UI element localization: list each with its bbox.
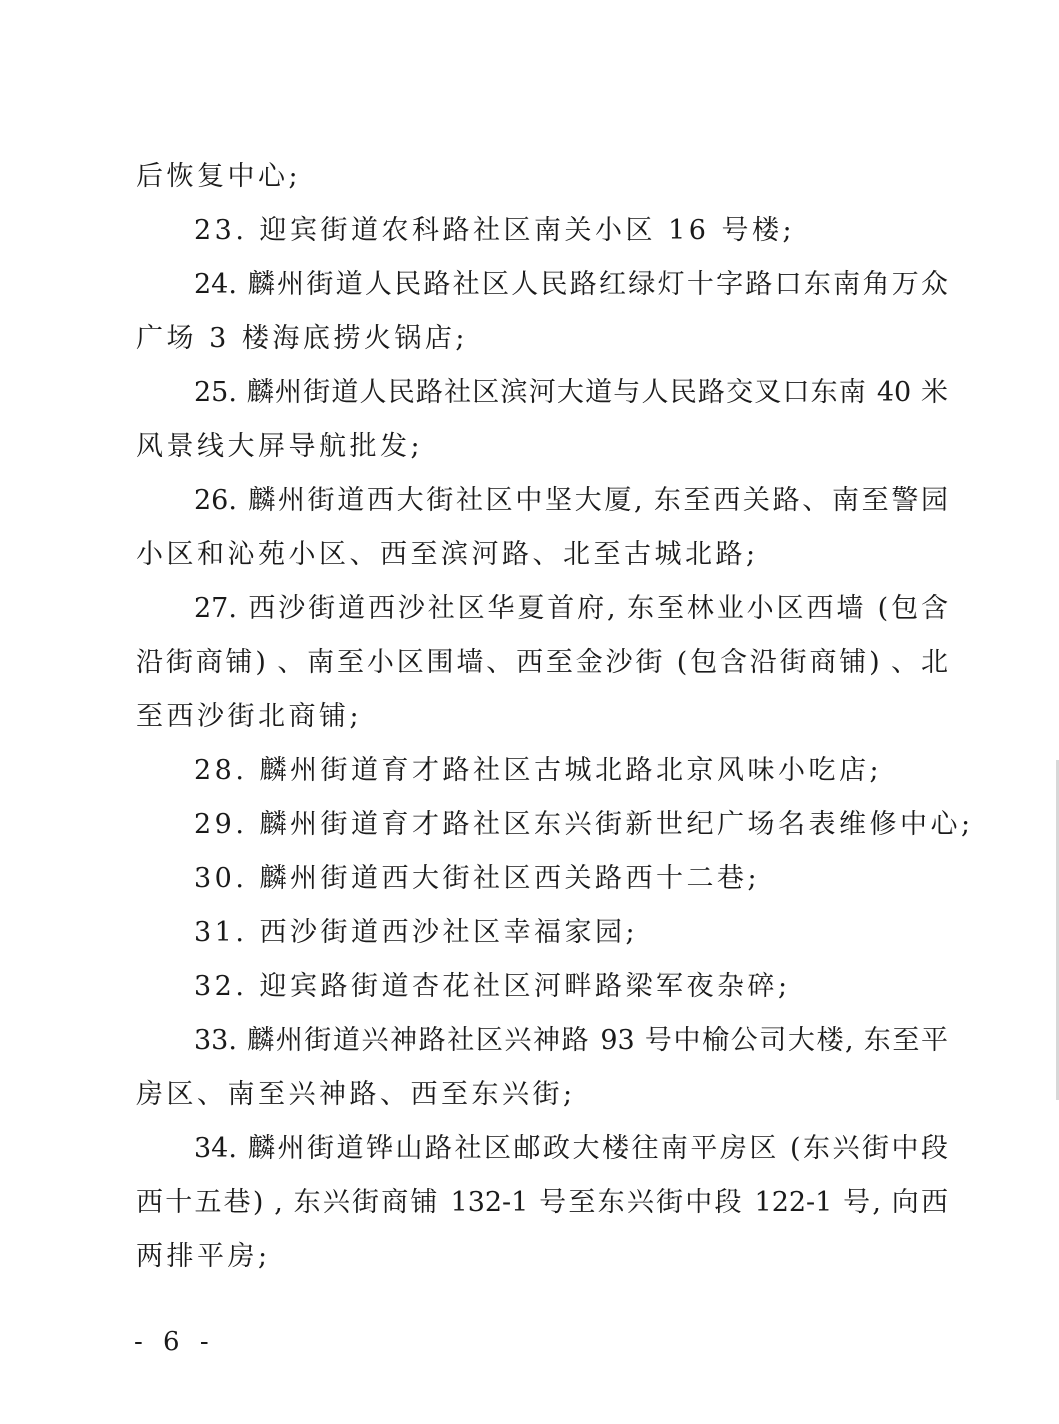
- document-body: [136, 150, 974, 1284]
- list-item-28: 28. 麟州街道育才路社区古城北路北京风味小吃店;: [194, 755, 883, 786]
- list-item-31: 31. 西沙街道西沙社区幸福家园;: [194, 917, 639, 948]
- list-item-24: 24. 麟州街道人民路社区人民路红绿灯十字路口东南角万众: [194, 269, 948, 300]
- text-line: 房区、南至兴神路、西至东兴街;: [136, 1079, 576, 1110]
- list-item-34: 34. 麟州街道铧山路社区邮政大楼往南平房区 (东兴街中段: [194, 1133, 948, 1164]
- text-line: 后恢复中心;: [136, 161, 302, 192]
- text-line: 广场 3 楼海底捞火锅店;: [136, 323, 468, 354]
- list-item-30: 30. 麟州街道西大街社区西关路西十二巷;: [194, 863, 761, 894]
- text-line: 西十五巷) , 东兴街商铺 132-1 号至东兴街中段 122-1 号, 向西: [136, 1187, 948, 1218]
- text-line: 至西沙街北商铺;: [136, 701, 363, 732]
- text-line: 沿街商铺) 、南至小区围墙、西至金沙街 (包含沿街商铺) 、北: [136, 647, 948, 678]
- text-line: 两排平房;: [136, 1241, 271, 1272]
- list-item-27: 27. 西沙街道西沙社区华夏首府, 东至林业小区西墙 (包含: [194, 593, 948, 624]
- list-item-25: 25. 麟州街道人民路社区滨河大道与人民路交叉口东南 40 米: [194, 377, 948, 408]
- page-number: - 6 -: [134, 1327, 215, 1357]
- list-item-23: 23. 迎宾街道农科路社区南关小区 16 号楼;: [194, 215, 796, 246]
- list-item-32: 32. 迎宾路街道杏花社区河畔路梁军夜杂碎;: [194, 971, 791, 1002]
- list-item-26: 26. 麟州街道西大街社区中坚大厦, 东至西关路、南至警园: [194, 485, 948, 516]
- text-line: 小区和沁苑小区、西至滨河路、北至古城北路;: [136, 539, 759, 570]
- list-item-29: 29. 麟州街道育才路社区东兴街新世纪广场名表维修中心;: [194, 809, 974, 840]
- list-item-33: 33. 麟州街道兴神路社区兴神路 93 号中榆公司大楼, 东至平: [194, 1025, 948, 1056]
- text-line: 风景线大屏导航批发;: [136, 431, 424, 462]
